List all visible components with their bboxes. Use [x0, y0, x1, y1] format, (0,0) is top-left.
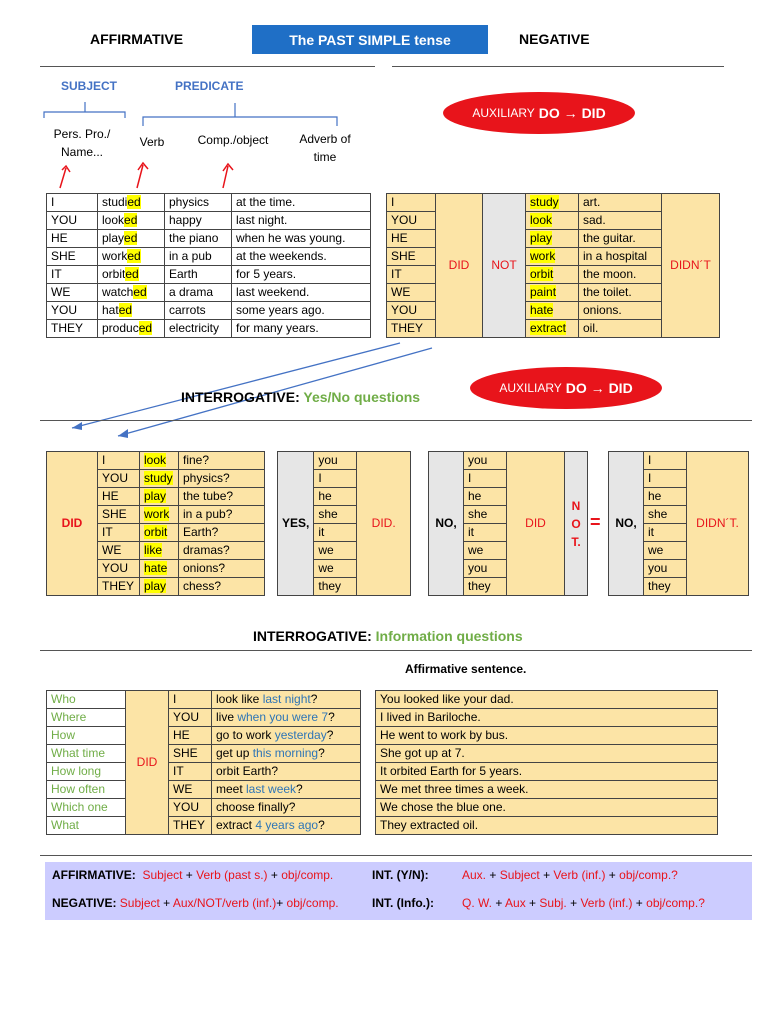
verb-cell — [140, 506, 179, 524]
predicate-text: meet — [216, 782, 247, 796]
object-cell: onions. — [579, 302, 662, 320]
formula-plus: + — [539, 868, 554, 882]
predicate-cell — [212, 691, 361, 709]
verb-cell — [98, 194, 165, 212]
object-cell: in a pub? — [179, 506, 265, 524]
verb-base: like — [144, 543, 163, 557]
answer-lead-cell: NO, — [429, 452, 464, 596]
subject-cell: IT — [47, 266, 98, 284]
verb-cell — [526, 230, 579, 248]
table-row — [47, 212, 371, 230]
predicate-text: orbit Earth? — [216, 764, 279, 778]
not-letter: T. — [571, 534, 581, 549]
verb-base: hate — [144, 561, 168, 575]
object-cell: art. — [579, 194, 662, 212]
table-row — [47, 799, 361, 817]
question-mark: ? — [328, 710, 335, 724]
object-cell: electricity — [165, 320, 232, 338]
formula-yn-parts — [462, 868, 678, 882]
verb-cell — [98, 284, 165, 302]
divider — [40, 420, 752, 421]
formula-part: Aux — [505, 896, 526, 910]
pronoun-cell: I — [644, 452, 687, 470]
predicate-cell — [212, 745, 361, 763]
pronoun-cell: they — [464, 578, 507, 596]
formula-part: Q. W. — [462, 896, 492, 910]
formula-info-parts — [462, 896, 705, 910]
subject-cell: YOU — [47, 302, 98, 320]
interrogative-info-title: INTERROGATIVE: Information questions — [253, 628, 523, 644]
table-row — [376, 691, 718, 709]
pers-pro-label: Pers. Pro./ Name... — [53, 127, 111, 159]
question-mark: ? — [296, 782, 303, 796]
verb-base: work — [530, 249, 556, 263]
subject-cell: HE — [169, 727, 212, 745]
subject-cell: YOU — [169, 709, 212, 727]
predicate-cell — [212, 763, 361, 781]
formula-plus: + — [525, 896, 540, 910]
answer-cell: She got up at 7. — [376, 745, 718, 763]
subject-cell: I — [169, 691, 212, 709]
object-cell: chess? — [179, 578, 265, 596]
pronoun-cell: we — [644, 542, 687, 560]
not-letter: O — [571, 516, 581, 531]
page-title: The PAST SIMPLE tense — [252, 25, 488, 54]
question-word-cell: How often — [47, 781, 126, 799]
verb-stem: hat — [102, 303, 119, 317]
answer-cell: You looked like your dad. — [376, 691, 718, 709]
verb-base: orbit — [530, 267, 554, 281]
adverb-cell: at the time. — [232, 194, 371, 212]
verb-cell — [140, 470, 179, 488]
formula-part: obj/comp. — [646, 896, 699, 910]
question-mark: ? — [318, 818, 325, 832]
subject-cell: SHE — [98, 506, 140, 524]
formula-plus: + — [159, 896, 173, 910]
equals-sign: = — [590, 512, 601, 532]
pronoun-cell: it — [314, 524, 357, 542]
table-row — [376, 763, 718, 781]
question-mark: ? — [310, 692, 318, 706]
not-cell — [565, 452, 588, 596]
question-word-cell: Which one — [47, 799, 126, 817]
subject-cell: YOU — [169, 799, 212, 817]
not-letter: N — [571, 498, 581, 513]
formula-part: Aux. — [462, 868, 487, 882]
formula-plus: + — [267, 868, 282, 882]
object-cell: carrots — [165, 302, 232, 320]
auxiliary-cell: DIDN´T. — [687, 452, 749, 596]
question-mark: ? — [326, 728, 334, 742]
adverb-cell: when he was young. — [232, 230, 371, 248]
time-expression: 4 years ago — [255, 818, 319, 832]
formula-part: Verb (inf.) — [553, 868, 606, 882]
answers-table — [375, 690, 718, 835]
formula-box — [45, 862, 752, 920]
verb-label: Verb — [139, 135, 165, 149]
verb-stem: play — [102, 231, 125, 245]
table-row — [47, 781, 361, 799]
predicate-cell — [212, 817, 361, 835]
verb-cell — [140, 524, 179, 542]
pronoun-cell: it — [464, 524, 507, 542]
object-cell: in a pub — [165, 248, 232, 266]
table-row — [387, 194, 720, 212]
verb-cell — [140, 578, 179, 596]
verb-cell — [98, 248, 165, 266]
adverb-cell: for 5 years. — [232, 266, 371, 284]
object-cell: onions? — [179, 560, 265, 578]
pronoun-cell: she — [464, 506, 507, 524]
did-cell: DID — [436, 194, 483, 338]
table-row — [47, 745, 361, 763]
pronoun-cell: they — [644, 578, 687, 596]
verb-cell — [98, 212, 165, 230]
predicate-text: choose finally? — [216, 800, 296, 814]
formula-part: ? — [671, 868, 678, 882]
predicate-cell — [212, 781, 361, 799]
predicate-cell — [212, 799, 361, 817]
formula-plus: + — [605, 868, 620, 882]
table-row — [47, 763, 361, 781]
question-word-cell: How long — [47, 763, 126, 781]
auxiliary-pill: AUXILIARY DO → DID — [470, 367, 662, 409]
pronoun-cell: he — [464, 488, 507, 506]
question-word-cell: What time — [47, 745, 126, 763]
negative-heading: NEGATIVE — [519, 31, 590, 47]
formula-negative: NEGATIVE: Subject + Aux/NOT/verb (inf.)+ obj/comp. — [52, 896, 339, 910]
table-row — [47, 230, 371, 248]
object-cell: the tube? — [179, 488, 265, 506]
object-cell: happy — [165, 212, 232, 230]
subject-cell: YOU — [98, 470, 140, 488]
object-cell: oil. — [579, 320, 662, 338]
answer-cell: We chose the blue one. — [376, 799, 718, 817]
answer-cell: I lived in Bariloche. — [376, 709, 718, 727]
short-answer-didnt-table — [608, 451, 749, 596]
divider — [40, 855, 752, 856]
question-word-cell: How — [47, 727, 126, 745]
verb-cell — [98, 230, 165, 248]
verb-ending: ed — [118, 303, 133, 317]
adverb-cell: some years ago. — [232, 302, 371, 320]
table-row — [47, 817, 361, 835]
answer-cell: They extracted oil. — [376, 817, 718, 835]
pronoun-cell: she — [644, 506, 687, 524]
pronoun-cell: he — [314, 488, 357, 506]
table-row — [47, 302, 371, 320]
predicate-cell — [212, 727, 361, 745]
table-row — [47, 452, 265, 470]
verb-base: work — [144, 507, 170, 521]
table-row — [47, 691, 361, 709]
formula-affirmative: AFFIRMATIVE: Subject + Verb (past s.) + obj/comp. — [52, 868, 334, 882]
comp-label: Comp./object — [197, 133, 269, 147]
table-row — [376, 745, 718, 763]
didnt-cell: DIDN´T — [662, 194, 720, 338]
object-cell: Earth? — [179, 524, 265, 542]
divider — [40, 650, 752, 651]
did-cell: DID — [47, 452, 98, 596]
subject-cell: WE — [47, 284, 98, 302]
verb-cell — [98, 266, 165, 284]
subject-cell: YOU — [387, 302, 436, 320]
auxiliary-cell: DID — [507, 452, 565, 596]
subject-cell: HE — [387, 230, 436, 248]
verb-ending: ed — [124, 231, 138, 245]
verb-stem: watch — [102, 285, 134, 299]
object-cell: the guitar. — [579, 230, 662, 248]
object-cell: a drama — [165, 284, 232, 302]
predicate-text: live — [216, 710, 238, 724]
table-row — [47, 727, 361, 745]
short-answer-no-table — [428, 451, 588, 596]
verb-base: look — [530, 213, 553, 227]
table-row — [47, 194, 371, 212]
object-cell: sad. — [579, 212, 662, 230]
answer-cell: He went to work by bus. — [376, 727, 718, 745]
verb-base: play — [144, 489, 167, 503]
pronoun-cell: you — [464, 560, 507, 578]
auxiliary-pill: AUXILIARY DO → DID — [443, 92, 635, 134]
verb-cell — [140, 488, 179, 506]
formula-part: Verb (past s.) — [196, 868, 268, 882]
table-row — [47, 709, 361, 727]
formula-plus: + — [492, 896, 506, 910]
affirmative-sentence-label: Affirmative sentence. — [405, 662, 527, 676]
question-word-cell: What — [47, 817, 126, 835]
formula-part: ? — [698, 896, 705, 910]
pronoun-cell: you — [644, 560, 687, 578]
subject-cell: YOU — [47, 212, 98, 230]
subject-cell: IT — [387, 266, 436, 284]
predicate-label: PREDICATE — [175, 79, 244, 93]
adverb-cell: last weekend. — [232, 284, 371, 302]
time-expression: when you were 7 — [237, 710, 329, 724]
formula-plus: + — [182, 868, 197, 882]
verb-ending: ed — [127, 195, 141, 209]
formula-plus: + — [486, 868, 500, 882]
not-cell: NOT — [483, 194, 526, 338]
formula-part: Subject — [119, 896, 160, 910]
verb-cell — [140, 542, 179, 560]
subject-cell: HE — [47, 230, 98, 248]
subject-cell: YOU — [387, 212, 436, 230]
subject-cell: THEY — [98, 578, 140, 596]
subject-cell: YOU — [98, 560, 140, 578]
verb-cell — [526, 266, 579, 284]
table-row — [376, 781, 718, 799]
pronoun-cell: you — [464, 452, 507, 470]
table-row — [376, 799, 718, 817]
subject-label: SUBJECT — [61, 79, 118, 93]
question-mark: ? — [318, 746, 325, 760]
verb-base: extract — [530, 321, 567, 335]
verb-base: paint — [530, 285, 557, 299]
object-cell: fine? — [179, 452, 265, 470]
verb-base: study — [144, 471, 173, 485]
formula-part: Subject — [142, 868, 183, 882]
formula-part: Subject — [499, 868, 540, 882]
predicate-cell — [212, 709, 361, 727]
subject-cell: IT — [169, 763, 212, 781]
verb-stem: studi — [102, 195, 128, 209]
answer-cell: It orbited Earth for 5 years. — [376, 763, 718, 781]
time-expression: yesterday — [274, 728, 327, 742]
verb-stem: orbit — [102, 267, 126, 281]
formula-part: Verb (inf.) — [580, 896, 633, 910]
object-cell: in a hospital — [579, 248, 662, 266]
subject-cell: SHE — [387, 248, 436, 266]
verb-cell — [526, 212, 579, 230]
pronoun-cell: he — [644, 488, 687, 506]
table-row — [376, 727, 718, 745]
time-expression: this morning — [252, 746, 319, 760]
subject-cell: WE — [387, 284, 436, 302]
subject-cell: HE — [98, 488, 140, 506]
formula-part: Aux/NOT/verb (inf.) — [172, 896, 277, 910]
adverb-label: Adverb of time — [299, 132, 351, 164]
answer-lead-cell: NO, — [609, 452, 644, 596]
verb-base: look — [144, 453, 167, 467]
predicate-text: get up — [216, 746, 253, 760]
object-cell: the moon. — [579, 266, 662, 284]
interrogative-yn-title: INTERROGATIVE: Yes/No questions — [181, 389, 421, 405]
subject-cell: I — [98, 452, 140, 470]
formula-interrogative-info: INT. (Info.): — [372, 896, 434, 910]
verb-ending: ed — [124, 213, 138, 227]
bracket-lines — [0, 0, 768, 200]
verb-cell — [140, 560, 179, 578]
verb-base: study — [530, 195, 559, 209]
verb-cell — [526, 302, 579, 320]
subject-cell: SHE — [47, 248, 98, 266]
pronoun-cell: it — [644, 524, 687, 542]
pronoun-cell: I — [644, 470, 687, 488]
negative-table — [386, 193, 720, 338]
subject-cell: WE — [98, 542, 140, 560]
formula-plus: + — [566, 896, 581, 910]
table-row — [47, 266, 371, 284]
time-expression: last night — [262, 692, 311, 706]
formula-part: obj/comp. — [619, 868, 672, 882]
subject-cell: I — [47, 194, 98, 212]
verb-base: hate — [530, 303, 554, 317]
formula-part: obj/comp. — [286, 896, 339, 910]
verb-stem: look — [102, 213, 125, 227]
time-expression: last week — [246, 782, 297, 796]
verb-ending: ed — [125, 267, 139, 281]
subject-cell: THEY — [169, 817, 212, 835]
verb-base: play — [144, 579, 167, 593]
verb-base: play — [530, 231, 553, 245]
formula-part: obj/comp. — [281, 868, 334, 882]
answer-cell: We met three times a week. — [376, 781, 718, 799]
predicate-text: look like — [216, 692, 263, 706]
did-cell: DID — [126, 691, 169, 835]
verb-stem: work — [102, 249, 128, 263]
verb-cell — [526, 248, 579, 266]
formula-part: Subj. — [539, 896, 567, 910]
info-question-table — [46, 690, 361, 835]
verb-base: orbit — [144, 525, 168, 539]
table-row — [47, 284, 371, 302]
verb-ending: ed — [138, 321, 153, 335]
pronoun-cell: I — [314, 470, 357, 488]
pronoun-cell: we — [314, 560, 357, 578]
pronoun-cell: we — [464, 542, 507, 560]
predicate-text: go to work — [216, 728, 275, 742]
table-row — [609, 452, 749, 470]
auxiliary-cell: DID. — [357, 452, 411, 596]
predicate-text: extract — [216, 818, 256, 832]
object-cell: the piano — [165, 230, 232, 248]
pronoun-cell: they — [314, 578, 357, 596]
subject-cell: IT — [98, 524, 140, 542]
verb-cell — [98, 302, 165, 320]
verb-ending: ed — [133, 285, 147, 299]
verb-ending: ed — [127, 249, 141, 263]
affirmative-heading: AFFIRMATIVE — [90, 31, 184, 47]
verb-stem: produc — [102, 321, 139, 335]
adverb-cell: last night. — [232, 212, 371, 230]
pronoun-cell: you — [314, 452, 357, 470]
table-row — [47, 248, 371, 266]
formula-plus: + — [632, 896, 647, 910]
object-cell: dramas? — [179, 542, 265, 560]
question-word-cell: Where — [47, 709, 126, 727]
verb-cell — [140, 452, 179, 470]
object-cell: physics — [165, 194, 232, 212]
subject-cell: WE — [169, 781, 212, 799]
formula-interrogative-yn: INT. (Y/N): — [372, 868, 429, 882]
table-row — [376, 709, 718, 727]
yn-question-table — [46, 451, 265, 596]
table-row — [278, 452, 411, 470]
verb-cell — [526, 284, 579, 302]
adverb-cell: for many years. — [232, 320, 371, 338]
pronoun-cell: I — [464, 470, 507, 488]
pronoun-cell: we — [314, 542, 357, 560]
subject-cell: SHE — [169, 745, 212, 763]
object-cell: physics? — [179, 470, 265, 488]
answer-lead-cell: YES, — [278, 452, 314, 596]
table-row — [429, 452, 588, 470]
subject-cell: I — [387, 194, 436, 212]
adverb-cell: at the weekends. — [232, 248, 371, 266]
object-cell: Earth — [165, 266, 232, 284]
object-cell: the toilet. — [579, 284, 662, 302]
subject-cell: THEY — [47, 320, 98, 338]
short-answer-yes-table — [277, 451, 411, 596]
subject-cell: THEY — [387, 320, 436, 338]
question-word-cell: Who — [47, 691, 126, 709]
table-row — [376, 817, 718, 835]
affirmative-table — [46, 193, 371, 338]
verb-cell — [526, 194, 579, 212]
formula-plus: + — [276, 896, 287, 910]
pronoun-cell: she — [314, 506, 357, 524]
